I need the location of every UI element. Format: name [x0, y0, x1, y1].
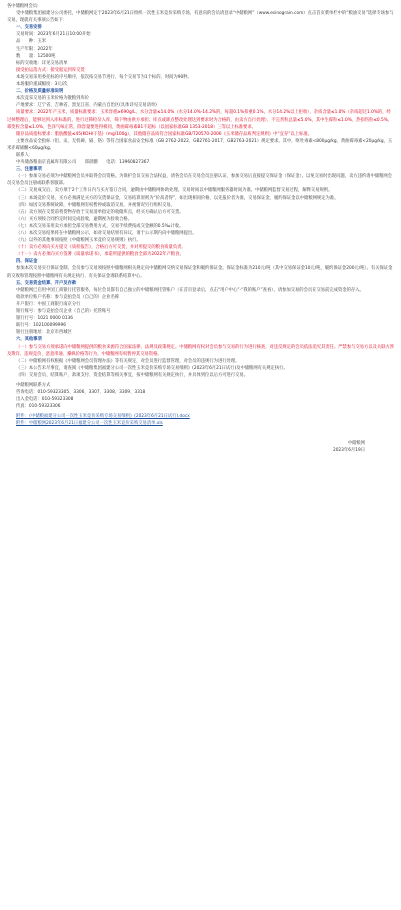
section1-line: 交易时间：2023年6月21日10:00开始 [16, 32, 91, 38]
section6-title: 六、其他事项 [16, 337, 42, 343]
section4-text: 参加本次交易实行保证金制，会员参与交易须按照中储粮网相关规定向中储粮网交纳交易保证金和履约保证金。保证金标准为210元/吨（其中交易保证金10元/吨，履约保证金200元/吨）。有关保证金的交收和管理按照中储粮网有关规定执行，有关保证金请联系结算中心。 [7, 266, 393, 279]
contact-label: 联系人： [16, 152, 34, 158]
section3-red-item: （十）卖方必须向买方提交《质检报告》，合格后方可交货，并对所提交的粮食质量负责。 [16, 245, 186, 251]
contact-item: 传真：010-59323306 [16, 404, 61, 410]
account-line: 联行号：102100099996 [16, 323, 66, 329]
section6-item: （三）本公告未尽事宜，请查阅《中储粮集团福建分公司一次性玉米竞价采购专场交易细则》(2023年6月21日试行)及中储粮网有关规定执行。 [16, 365, 288, 371]
attachment-link-row [7, 420, 395, 427]
section2-title: 二、价格及质量标准说明 [16, 89, 64, 95]
section3-item: （四）如因交易系统故障，中储粮网有权暂停或取消交易，并视情况另行组织交易。 [16, 202, 175, 208]
section1-list [7, 31, 395, 74]
contact-item: 咨询电话：010-59323305、3306、3307、3308、3309、3318 [16, 390, 146, 396]
section2-safety: 主要食品安全指标（铅、汞、无机砷、镉、铬）等符合国家食品安全标准（GB 2762-2022、GB2761-2017、GB2763-2021）规定要求。其中，呕吐毒素<800μg/kg，黄曲霉毒素<20μg/kg，玉米赤霉烯酮<60μg/kg。 [7, 138, 393, 151]
section2-price: 本次竞采交易的玉米价格为散粮到库价 [16, 96, 90, 102]
section2-origin: 产地要求：辽宁省、吉林省、黑龙江省、内蒙古自治区(具体详见交易清单) [16, 103, 157, 109]
section1-line: 生产年限：2022年 [16, 46, 53, 52]
section1-fee: 本场服价递减幅度：3元/次 [16, 82, 68, 88]
section1-line: 数 量：12500吨 [16, 53, 56, 59]
signature: 中储粮网 [347, 440, 365, 446]
section1-rule: 本场交易采用委托标的序号顺序，依次按交易节进行，每个交易节为1个标的，时间为90秒。 [16, 74, 192, 80]
notice-document [0, 0, 401, 454]
section3-item: （六）买方须按合同约定时间完成验收，逾期视为验收合格。 [16, 216, 133, 222]
section1-line: 品 种：玉米 [16, 39, 47, 45]
contact-title: 中储粮网联系方式 [16, 382, 51, 388]
section6-item: （二）中储粮网有权根据《中储粮网会员管理办法》等有关规定，对会员进行监督管理，对会员的违规行为进行处理。 [16, 358, 240, 364]
account-line: 开户银行：中国工商银行南京分行 [16, 301, 81, 307]
section6-red-item: （一）参与交易方须承诺向中储粮网提供的粮食来源符合国家法律、法规及政策规定。中储粮网有权对会员参与交易的行为进行核查，对违反规定的会员依法追究其责任。严禁参与交易方以及关联方涉及欺诈、违规竞价、恶意串通、操纵价格等行为，中储粮网有权暂停其交易资格。 [7, 344, 395, 357]
section3-title: 三、注意事项 [16, 167, 42, 173]
section3-item: （五）卖方须在交货前将货物存放于交易清单指定的收储库点，经买方确认后方可交货。 [16, 209, 184, 215]
section1-title: 一、交易安排 [16, 25, 42, 31]
section2-quality: 质量要求：2022年产玉米，质量标准要求：玉米容重≥690g/L，水分含量≤14.0%（水分14.0%-14.2%的，每超0.1%扣重0.1%，水分14.2%以上拒收），杂质含量≤1.0%（杂质超过1.0%的，经过掉整理后，能够达到入库标准的，进行过筛检杂入库，筛下物由供方承担；库点或卸点整改处理达到要求时为合格的，由卖方自行处理），不完善粒总量≤5.0%，其中生霉粒≤1.0%、热损伤粒≤0.5%，霉变粒含量≤1.0%，色泽气味正常，除容量要进得相同，黄曲霉毒素B1不超标（以国家标准GB 1353-2018）三等以上标准要求。 [7, 110, 393, 130]
section2-storage: 储存品质指标要求：脂肪酸值≤45(KOH/干基)（mg/100g），其他储存品质符合国家标准GB/T20570-2006《玉米储存品质判定规则》中“宜存”以上标准。 [16, 131, 312, 137]
section3-item: （九）以外的其他事项按照《中储粮网玉米竞价交易规则》执行。 [16, 238, 141, 244]
account-line: 收款单位账户名称：参与竞拍会员（自己的）企业名称 [16, 294, 120, 300]
section4-title: 四、保证金 [16, 259, 38, 265]
section3-red-item: （十一）卖方必须向买方签署《质量承诺书》，承诺所提供的粮食全部为2022年产粮食。 [16, 252, 184, 258]
account-line: 银行账号：参与竞拍会员企业（自己的）托管账号 [16, 309, 111, 315]
section1-line: 接受拍运落方式：接受船运到库交货 [16, 67, 85, 73]
contact-item: 出入金电话：010-59323308 [16, 397, 74, 403]
section3-item: （三）本场竞价交易，买方必须满足买方的交货保证金，交易结算原则为“价高者得”，如出现相同价格，以先报价者为准，交易保证金、履约保证金以中储粮网规定为准。 [16, 195, 339, 201]
attachment-link-trade-list[interactable]: 附件：中储粮网2023年6月21日福建分公司一次性玉米竞价采购交易清单.xls [16, 421, 163, 427]
greeting: 各中储粮网会员: [7, 4, 39, 9]
section5-title: 五、交易资金结算、开户及存款 [16, 280, 77, 286]
signature-date: 2023年6月19日 [332, 447, 365, 453]
account-line: 银行注册地址：北京市西城区 [16, 330, 72, 336]
section5-text: 中储粮网已启用中国工商银行托管服务，每位会员都有自己独立的中储粮网托管账户（在首页登录后，点击“用户中心”-“我的账户”查看），请参加交易的会员在交易前完成资金的存入。 [16, 287, 364, 293]
section3-item: （二）交易成交后，卖方须于2个工作日内与买方签订合同，逾期由中储粮网协助处理。交易时间以中储粮网服务器时间为准。中储粮网监督交易过程，解释交易规则。 [16, 188, 333, 194]
contact-line: 中央储备粮南京直属库有限公司 郑晨鹏 电话：13960827367 [16, 160, 150, 166]
attachment-link-row [7, 413, 395, 420]
attachment-link-detailed-rules[interactable]: 附件：《中储粮福建分公司一次性玉米竞价采购专场交易细则》(2023年6月21日试行).docx [16, 414, 190, 420]
section3-item: （一）参加交易必须为中储粮网会员并取得会员资格。为保护会员交易合法权益，请各会员在交易会员注册认证，参加交易后直接提交保证金（保证金）。以免交易时出现问题，卖方违约请中储粮网会员交易会员注册或联系客服部。 [7, 174, 392, 187]
section1-line: 标的交收地：详见交易清单 [16, 60, 68, 66]
intro-paragraph: 受中储粮集团福建分公司委托，中储粮网定于2023年6月21日组织一次性玉米竞价采购专场，有意向的会员请登录“中储粮网”（www.esinograin.com）点击首页菜单栏中的“粮油交易”选择专场参与交易。现就有关事项公告如下： [7, 11, 394, 24]
account-line: 银行行号：1021 0000 0136 [16, 316, 74, 322]
section3-item: （八）本次交易结果将在中储粮网公示，如对交易结果有异议，请于公示期内向中储粮网提出。 [16, 231, 197, 236]
section3-item: （七）本次交易采用卖方承担全部交易费用方式，交易手续费按成交金额的0.5‰计收。 [16, 223, 184, 229]
section6-item: （四）交易会员、结算账户、款项支付、资金结算等相关事宜，按中储粮网有关规定执行，并具体到位以后方可进行交易。 [16, 372, 249, 378]
